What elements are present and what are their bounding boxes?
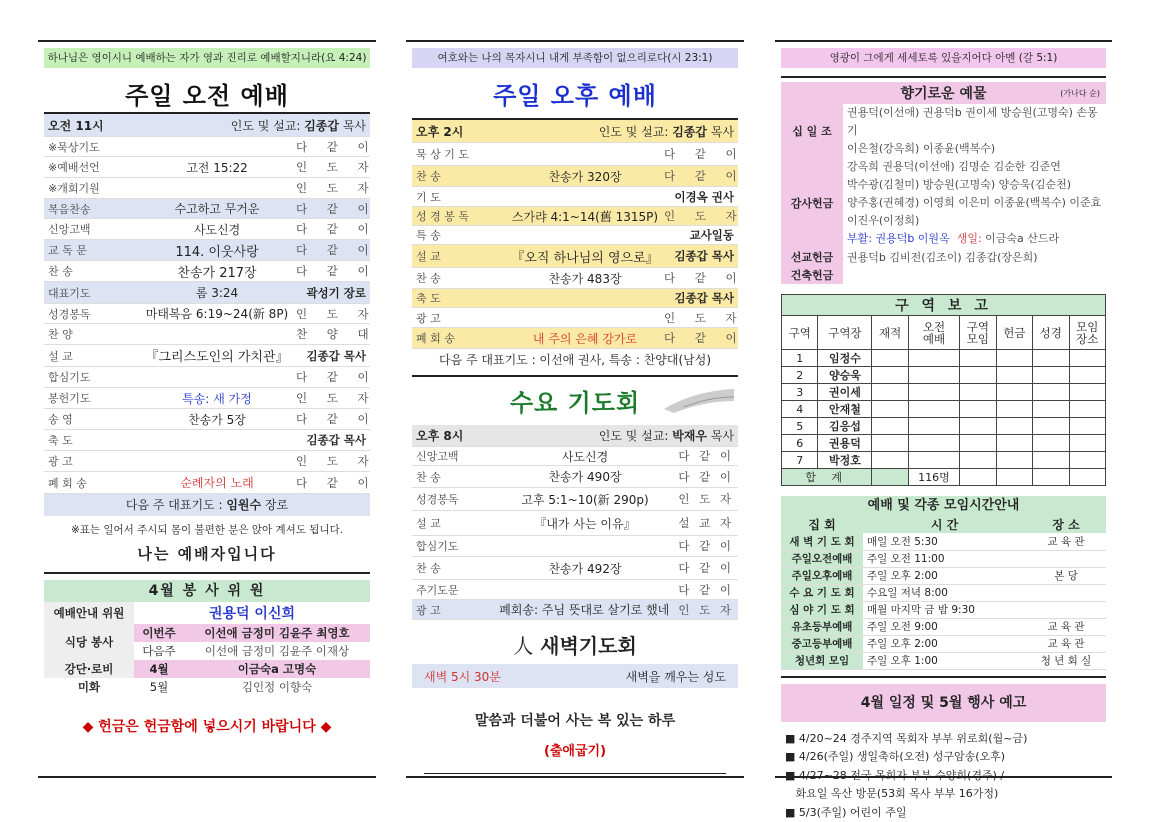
page-title: 주일 오후 예배 (406, 76, 744, 112)
order-row (44, 261, 370, 282)
order-item-label: 설 교 (416, 515, 506, 531)
event-item: ■ 4/27~28 전국 목회자 부부 수양회(경주) / (785, 767, 1102, 786)
schedule-time: 주일 오전 9:00 (863, 618, 1026, 635)
order-item-leader: 인 도 자 (664, 491, 734, 507)
report-column (775, 40, 1112, 822)
district-title: 구 역 보 고 (782, 295, 1106, 316)
committee-title: 4월 봉 사 위 원 (44, 580, 370, 602)
order-item-label: 찬 양 (48, 326, 138, 342)
order-item-label: 신앙고백 (48, 221, 138, 237)
service-header (44, 114, 370, 137)
schedule-row (781, 533, 1106, 550)
order-item-label: 합심기도 (48, 369, 138, 385)
event-item: ■ 4/20~24 경주지역 목회자 부부 위로회(월~금) (785, 730, 1102, 749)
district-col-header: 오전 예배 (908, 316, 959, 350)
order-item-label: 특 송 (416, 227, 506, 243)
top-rule (406, 40, 744, 42)
order-item-content: 사도신경 (506, 448, 664, 465)
order-item-leader: 다 같 이 (296, 221, 366, 237)
order-item-label: 폐 회 송 (416, 330, 506, 346)
schedule-name: 새 벽 기 도 회 (781, 533, 863, 550)
order-item-label: 광 고 (416, 602, 499, 618)
schedule-place (1026, 550, 1106, 567)
order-row (44, 240, 370, 261)
order-item-content: 찬송가 492장 (506, 560, 664, 577)
order-row (412, 166, 738, 187)
next-prayer: 다음 주 대표기도 : 임원수 장로 (44, 494, 370, 516)
wednesday-order (412, 425, 738, 620)
schedule-row (781, 652, 1106, 669)
order-item-label: 폐 회 송 (48, 475, 138, 491)
order-item-leader: 다 같 이 (664, 270, 734, 286)
schedule-place: 청 년 회 실 (1026, 652, 1106, 669)
order-row (412, 289, 738, 308)
bottom-rule (775, 776, 1112, 778)
order-item-leader: 인 도 자 (296, 180, 366, 196)
thanks-label: 감사헌금 (781, 158, 843, 248)
order-row (44, 304, 370, 324)
afternoon-service-column (406, 40, 744, 774)
order-row (412, 143, 738, 166)
schedule-place (1026, 584, 1106, 601)
order-item-label: 찬 송 (416, 270, 506, 286)
order-item-label: ※개회기원 (48, 180, 138, 196)
order-row (412, 226, 738, 245)
order-item-leader: 다 같 이 (664, 330, 734, 346)
service-time: 오전 11시 (48, 117, 168, 134)
order-item-leader: 설 교 자 (664, 515, 734, 531)
bottom-rule (38, 776, 376, 778)
order-item-label: 대표기도 (48, 285, 138, 301)
schedule-place: 교 육 관 (1026, 618, 1106, 635)
schedule-row (781, 584, 1106, 601)
offering-notice: ◆ 헌금은 헌금함에 넣으시기 바랍니다 ◆ (38, 716, 376, 736)
order-item-leader: 김종갑 목사 (296, 432, 366, 448)
order-row (412, 557, 738, 580)
order-item-leader: 다 같 이 (296, 263, 366, 279)
order-item-content: 내 주의 은혜 강가로 (506, 330, 664, 347)
order-item-leader: 다 같 이 (664, 168, 734, 184)
order-item-leader: 인 도 자 (664, 208, 734, 224)
district-row: 2 양승욱 (782, 367, 1106, 384)
district-col-header: 성경 (1033, 316, 1069, 350)
order-item-label: 주기도문 (416, 582, 506, 598)
schedule-place: 교 육 관 (1026, 533, 1106, 550)
order-item-label: 광 고 (48, 453, 138, 469)
schedule-row (781, 567, 1106, 584)
order-item-leader: 다 같 이 (296, 475, 366, 491)
order-item-label: 송 영 (48, 411, 138, 427)
order-item-leader: 곽성기 장로 (296, 285, 366, 301)
schedule-time: 매월 마지막 금 밤 9:30 (863, 601, 1026, 618)
verse-banner: 여호와는 나의 목자시니 내게 부족함이 없으리로다(시 23:1) (412, 48, 738, 68)
order-item-leader: 교사일동 (664, 227, 734, 243)
order-item-leader: 인 도 자 (296, 306, 366, 322)
wed-header: 오후 8시 인도 및 설교: 박재우 목사 (412, 425, 738, 447)
service-lead: 인도 및 설교: 김종갑 목사 (168, 117, 366, 134)
order-item-leader: 다 같 이 (664, 582, 734, 598)
order-item-label: 봉헌기도 (48, 390, 138, 406)
order-item-content: 찬송가 5장 (138, 411, 296, 428)
order-item-label: 찬 송 (416, 168, 506, 184)
verse-banner: 영광이 그에게 세세토록 있을지어다 아멘 (갈 5:1) (781, 48, 1106, 68)
district-header (782, 316, 1106, 350)
order-item-leader: 다 같 이 (296, 242, 366, 258)
wednesday-title-block (406, 381, 744, 425)
order-item-leader: 다 같 이 (296, 411, 366, 427)
order-row (44, 430, 370, 451)
order-item-content: 114. 이웃사랑 (138, 241, 296, 260)
schedule-time: 주일 오후 1:00 (863, 652, 1026, 669)
page-title: 주일 오전 예배 (38, 76, 376, 112)
order-item-leader: 다 같 이 (664, 560, 734, 576)
morning-service-column (38, 40, 376, 736)
event-item: ■ 5/3(주일) 어린이 주일 (785, 804, 1102, 822)
thanks-names: 강옥희 권용덕(이선애) 김명순 김순한 김준연 박수광(김철미) 방승원(고명숙) 양승욱(김순천) 양주홍(권혜경) 이영희 이은미 이종윤(백복수) 이준효 이진우(이정희) 부활: 권용덕b 이원옥 생일: 이금숙a 산드라 (843, 158, 1106, 248)
order-item-label: 합심기도 (416, 538, 506, 554)
wednesday-title: 수요 기도회 (406, 381, 744, 425)
district-row: 3 권이세 (782, 384, 1106, 401)
order-row (412, 328, 738, 349)
order-item-content: 특송: 새 가정 (138, 390, 296, 407)
district-row: 4 안재철 (782, 401, 1106, 418)
schedule-row (781, 618, 1106, 635)
mission-names: 권용덕b 김비전(김조이) 김종갑(장은희) (843, 248, 1106, 266)
order-item-label: ※묵상기도 (48, 139, 138, 155)
order-row (412, 308, 738, 328)
schedule-row (781, 550, 1106, 567)
order-item-content: 수고하고 무거운 (138, 200, 296, 217)
order-item-content: 롬 3:24 (138, 284, 296, 301)
schedule-place (1026, 601, 1106, 618)
order-row (412, 447, 738, 466)
event-item: 화요일 옥산 방문(53회 목사 부부 16가정) (785, 785, 1102, 804)
order-item-leader: 다 같 이 (296, 139, 366, 155)
order-item-label: 찬 송 (416, 560, 506, 576)
order-row (44, 451, 370, 472)
slogan: 나는 예배자입니다 (38, 543, 376, 564)
order-item-label: 설 교 (48, 348, 138, 364)
district-col-header: 구역 (782, 316, 818, 350)
order-item-label: 복음찬송 (48, 201, 138, 217)
schedule-time: 주일 오후 2:00 (863, 635, 1026, 652)
order-row (44, 199, 370, 219)
order-of-service (412, 120, 738, 371)
district-report (781, 294, 1106, 486)
order-item-label: 교 독 문 (48, 242, 138, 258)
district-col-header: 구역장 (818, 316, 872, 350)
order-item-content: 스가랴 4:1~14(舊 1315P) (506, 208, 664, 225)
dawn-title: ⼈ 새벽기도회 (406, 630, 744, 660)
order-item-content: 찬송가 217장 (138, 262, 296, 281)
district-col-header: 헌금 (996, 316, 1032, 350)
order-item-leader: 다 같 이 (296, 369, 366, 385)
schedule-title: 예배 및 각종 모임시간안내 (781, 496, 1106, 516)
order-item-leader: 김종갑 목사 (296, 348, 366, 364)
order-item-leader: 인 도 자 (296, 453, 366, 469)
order-item-label: 신앙고백 (416, 448, 506, 464)
schedule-time: 주일 오전 11:00 (863, 550, 1026, 567)
order-item-content: 마태복음 6:19~24(新 8P) (138, 305, 296, 322)
order-row (44, 472, 370, 494)
order-item-leader: 김종갑 목사 (664, 290, 734, 306)
order-item-content: 사도신경 (138, 221, 296, 238)
order-row (44, 324, 370, 345)
committee-table: 예배안내 위원 권용덕 이신희 식당 봉사 이번주 이선애 금정미 김윤주 최영호 다음주 이선애 금정미 김윤주 이재상 강단·로비 4월 이금숙a 고명숙 미화 5월 김인정 이향숙 (44, 602, 370, 696)
order-row (412, 207, 738, 226)
district-total-row: 합 계 116명 (782, 469, 1106, 486)
order-item-leader: 다 같 이 (296, 201, 366, 217)
tithe-label: 십 일 조 (781, 104, 843, 158)
building-label: 건축헌금 (781, 266, 843, 284)
order-of-service (44, 114, 370, 516)
order-row (44, 409, 370, 430)
motto: 말씀과 더불어 사는 복 있는 하루 (406, 710, 744, 730)
district-row: 6 권용덕 (782, 435, 1106, 452)
schedule-name: 주일오전예배 (781, 550, 863, 567)
order-item-label: 찬 송 (416, 469, 506, 485)
order-item-content: 폐회송: 주님 뜻대로 살기로 했네 (499, 601, 669, 618)
verse-banner: 하나님은 영이시니 예배하는 자가 영과 진리로 예배할지니라(요 4:24) (44, 48, 370, 68)
district-row: 5 김응섭 (782, 418, 1106, 435)
district-row: 1 임정수 (782, 350, 1106, 367)
order-item-leader: 찬 양 대 (296, 326, 366, 342)
order-row (412, 511, 738, 536)
order-row (412, 466, 738, 488)
order-item-leader: 김종갑 목사 (664, 248, 734, 264)
schedule: 예배 및 각종 모임시간안내 집 회 시 간 장 소 새 벽 기 도 회 매일 오전 5:30 교 육 관 주일오전예배 주일 오전 11:00 주일오후예배 주일 오후 2:00 본 당 수 요 기 도 회 수요일 저녁 8:00 심 야 기 도 회 매월 마지막 금 밤 9:30 유초등부예배 주일 오전 9:00 교 육 관 중고등부예배 주일 오후 2:00 교 육 관 청년회 모임 주일 오후 1:00 청 년 회 실 (781, 496, 1106, 670)
service-header: 오후 2시 인도 및 설교: 김종갑 목사 (412, 120, 738, 143)
order-item-leader: 다 같 이 (664, 448, 734, 464)
order-row (412, 268, 738, 289)
top-rule (38, 40, 376, 42)
order-item-leader: 이경옥 권사 (664, 189, 734, 205)
schedule-name: 심 야 기 도 회 (781, 601, 863, 618)
order-row (44, 178, 370, 199)
schedule-time: 매일 오전 5:30 (863, 533, 1026, 550)
top-rule (775, 40, 1112, 42)
schedule-name: 청년회 모임 (781, 652, 863, 669)
bottom-rule (406, 776, 744, 778)
order-row (44, 388, 370, 409)
order-item-label: 기 도 (416, 189, 506, 205)
order-item-content: 순례자의 노래 (138, 474, 296, 491)
order-row (412, 245, 738, 268)
schedule-name: 수 요 기 도 회 (781, 584, 863, 601)
order-item-leader: 다 같 이 (664, 538, 734, 554)
order-item-leader: 다 같 이 (664, 469, 734, 485)
district-col-header: 구역 모임 (960, 316, 996, 350)
motto-source: (출애굽기) (406, 740, 744, 759)
order-item-content: 고후 5:1~10(新 290p) (506, 491, 664, 508)
district-row: 7 박정호 (782, 452, 1106, 469)
offering-report (781, 82, 1106, 284)
order-item-leader: 인 도 자 (664, 310, 734, 326)
order-item-label: 묵 상 기 도 (416, 146, 506, 162)
order-row (412, 488, 738, 511)
order-item-content: 『내가 사는 이유』 (506, 515, 664, 532)
schedule-row (781, 601, 1106, 618)
order-item-label: 설 교 (416, 248, 506, 264)
order-item-label: ※예배선언 (48, 159, 138, 175)
order-item-content: 고전 15:22 (138, 159, 296, 176)
order-item-content: 찬송가 490장 (506, 468, 664, 485)
schedule-place: 본 당 (1026, 567, 1106, 584)
order-item-content: 『그리스도인의 가치관』 (138, 346, 296, 365)
order-item-leader: 인 도 자 (296, 159, 366, 175)
offering-title: 향기로운 예물 (가나다 순) (781, 82, 1106, 104)
order-item-label: 성경봉독 (416, 491, 506, 507)
schedule-time: 주일 오후 2:00 (863, 567, 1026, 584)
order-item-label: 성 경 봉 독 (416, 208, 506, 224)
district-col-header: 재적 (872, 316, 908, 350)
mission-label: 선교헌금 (781, 248, 843, 266)
tithe-names: 권용덕(이선애) 권용덕b 권이세 방승원(고명숙) 손몽기 이은철(강옥희) 이종윤(백복수) (843, 104, 1106, 158)
schedule-name: 중고등부예배 (781, 635, 863, 652)
order-row (44, 282, 370, 304)
order-row (44, 157, 370, 178)
next-prayer: 다음 주 대표기도 : 이선애 권사, 특송 : 찬양대(남성) (412, 349, 738, 371)
order-item-content: 찬송가 483장 (506, 270, 664, 287)
order-item-leader: 다 같 이 (664, 146, 734, 162)
order-item-label: 성경봉독 (48, 306, 138, 322)
schedule-row (781, 635, 1106, 652)
order-row (44, 137, 370, 157)
order-row (44, 345, 370, 367)
standing-note: ※표는 일어서 주시되 몸이 불편한 분은 앉아 계셔도 됩니다. (38, 522, 376, 537)
order-item-label: 찬 송 (48, 263, 138, 279)
event-item: ■ 4/26(주일) 생일축하(오전) 성구암송(오후) (785, 748, 1102, 767)
order-row (412, 580, 738, 600)
order-item-label: 광 고 (416, 310, 506, 326)
dawn-row: 새벽 5시 30분 새벽을 깨우는 성도 (412, 664, 738, 688)
order-item-label: 축 도 (416, 290, 506, 306)
schedule-name: 주일오후예배 (781, 567, 863, 584)
order-item-leader: 인 도 자 (296, 390, 366, 406)
order-row (412, 536, 738, 557)
order-item-content: 찬송가 320장 (506, 168, 664, 185)
praying-hands-icon (664, 387, 734, 415)
schedule-time: 수요일 저녁 8:00 (863, 584, 1026, 601)
order-row (412, 600, 738, 620)
order-item-leader: 인 도 자 (669, 602, 734, 618)
district-col-header: 모임 장소 (1069, 316, 1106, 350)
order-row (44, 219, 370, 240)
order-row (412, 187, 738, 207)
schedule-place: 교 육 관 (1026, 635, 1106, 652)
order-item-content: 『오직 하나님의 영으로』 (506, 247, 664, 266)
order-row (44, 367, 370, 388)
events-title: 4월 일정 및 5월 행사 예고 (781, 684, 1106, 722)
schedule-name: 유초등부예배 (781, 618, 863, 635)
order-item-label: 축 도 (48, 432, 138, 448)
service-committee (44, 580, 370, 696)
